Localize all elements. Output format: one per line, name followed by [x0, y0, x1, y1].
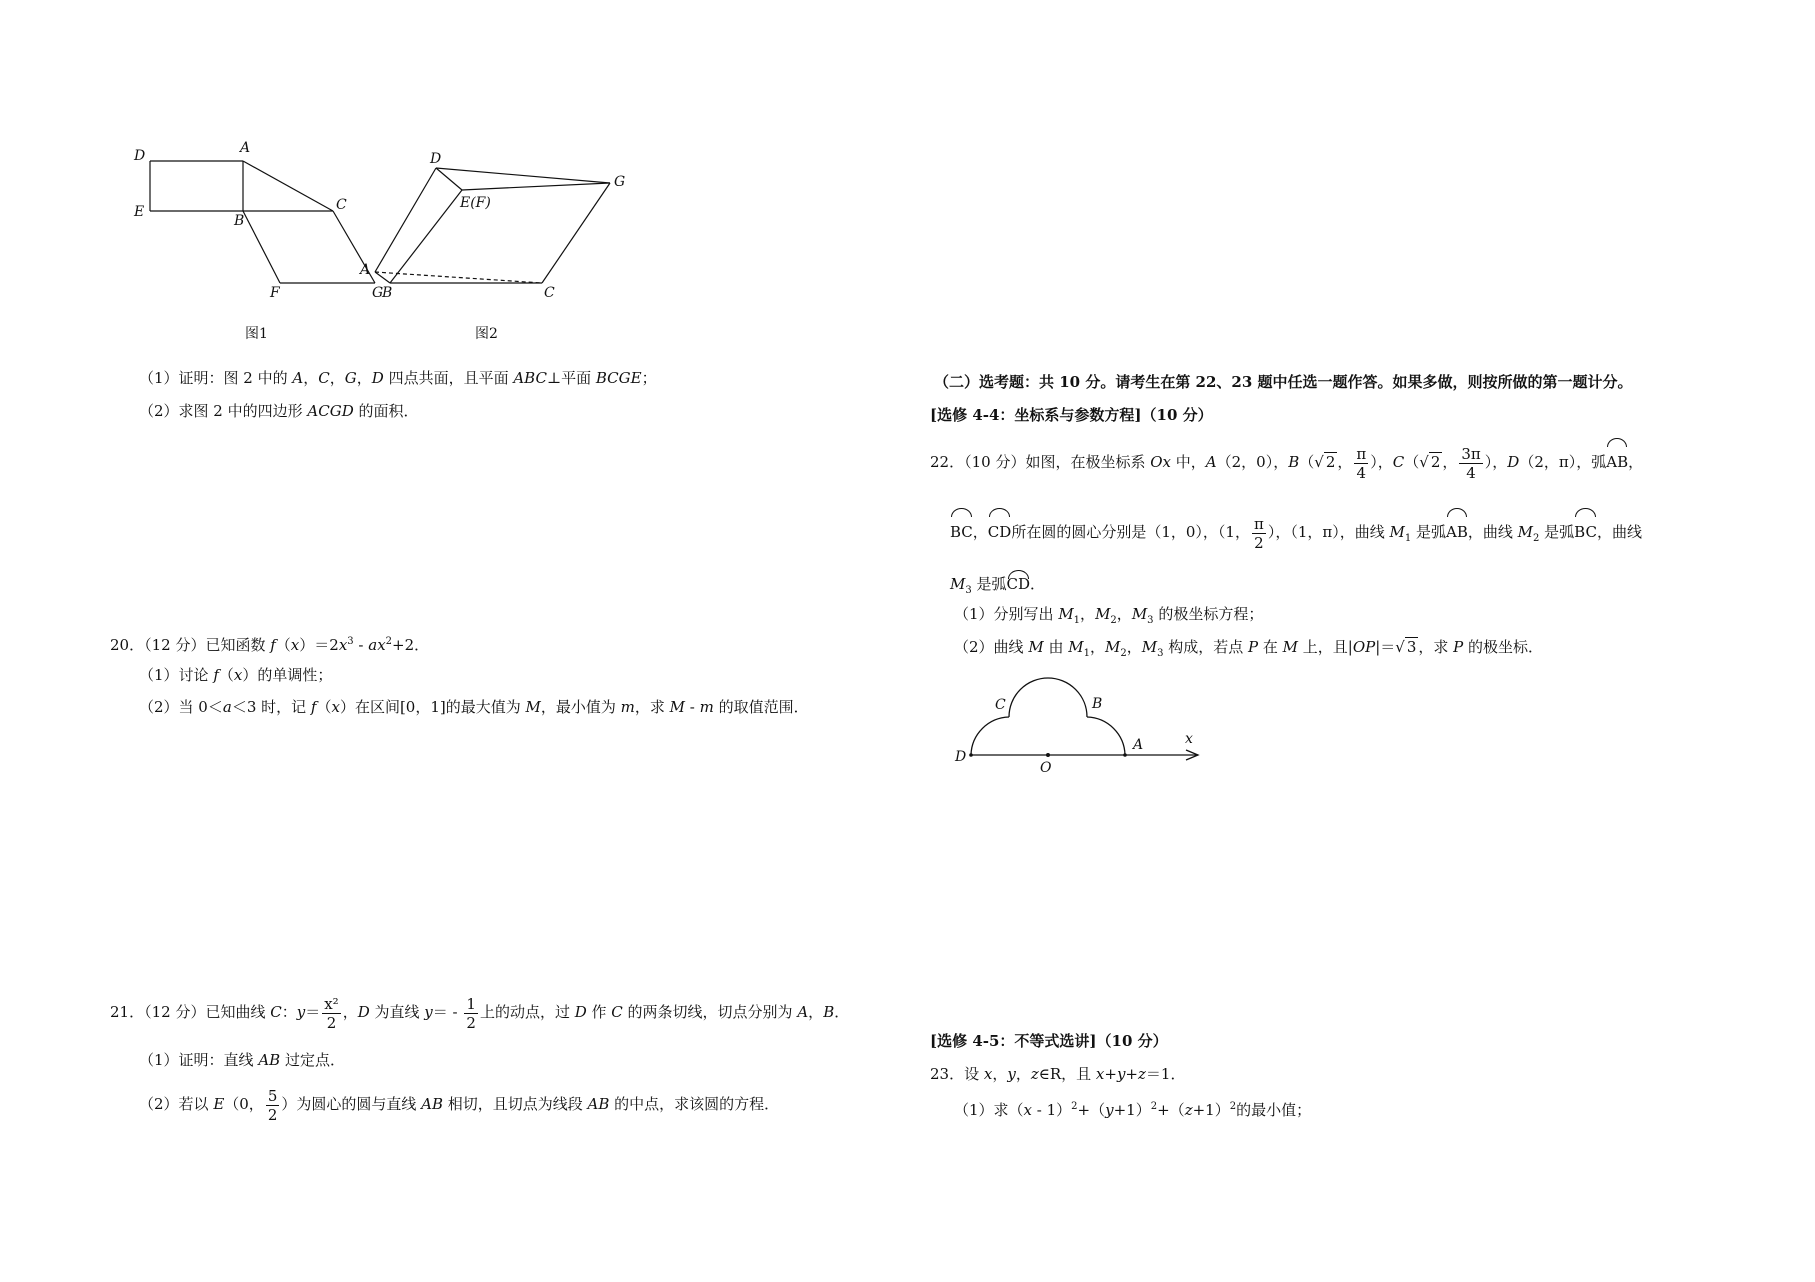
- fig1-label-G: G: [372, 285, 384, 301]
- fig1-label-D: D: [134, 148, 146, 164]
- q20-part2: （2）当 0＜a＜3 时，记 f（x）在区间[0，1]的最大值为 M，最小值为 m，求 M - m 的取值范围．: [139, 698, 809, 716]
- polar-label-A: A: [1133, 737, 1144, 753]
- fig1-label-B: B: [234, 213, 245, 229]
- q20-part1: （1）讨论 f（x）的单调性；: [139, 666, 333, 684]
- q21-part1: （1）证明：直线 AB 过定点．: [139, 1051, 345, 1069]
- fig2-label-B: B: [382, 285, 393, 301]
- fig2-caption: 图2: [475, 326, 498, 342]
- fig1-label-E: E: [134, 204, 145, 220]
- elective-4-4-heading: [选修 4-4：坐标系与参数方程]（10 分）: [930, 406, 1213, 424]
- figure-1: [150, 161, 375, 283]
- q21-fraction-1-over-2: $\frac{1}{2}$: [466, 994, 476, 1032]
- section-elective-heading: （二）选考题：共 10 分。请考生在第 22、23 题中任选一题作答。如果多做，则按所做的第一题计分。: [934, 373, 1633, 391]
- q22-stem-line3: $M_3$ 是弧CD．: [950, 570, 1045, 601]
- fig2-label-A: A: [360, 262, 371, 278]
- q22-part2: （2）曲线 M 由 $M_1$，$M_2$，$M_3$ 构成，若点 P 在 M 上，且|OP|＝√ 3 ，求 P 的极坐标．: [954, 638, 1544, 659]
- q22-fraction-3pi-over-4: $\frac{3\pi}{4}$: [1461, 444, 1481, 482]
- q22-part1: （1）分别写出 $M_1$，$M_2$，$M_3$ 的极坐标方程；: [954, 605, 1264, 626]
- elective-4-5-heading: [选修 4-5：不等式选讲]（10 分）: [930, 1032, 1168, 1050]
- figure-2: [375, 168, 610, 283]
- q22-stem-line2: BC，CD所在圆的圆心分别是（1，0），（1， $\frac{\pi}{2}$ ），（1，π），曲线 $M_1$ 是弧AB，曲线 $M_2$ 是弧BC，曲线: [950, 508, 1642, 559]
- q19-part1: （1）证明：图 2 中的 A，C，G，D 四点共面，且平面 ABC⊥平面 BCGE；: [139, 369, 657, 387]
- q22-fraction-pi-over-4: $\frac{\pi}{4}$: [1356, 444, 1367, 482]
- fig1-label-F: F: [270, 285, 280, 301]
- q23-stem: 23．设 x，y，z∈R，且 x+y+z＝1．: [930, 1065, 1186, 1083]
- q21-fraction-x2-over-2: $\frac{\text{x²}}{2}$: [324, 994, 339, 1032]
- fig1-label-C: C: [336, 197, 347, 213]
- q23-part1: （1）求$(x - 1)^2+(y+1)^2+(z+1)^2$的最小值；: [954, 1101, 1312, 1119]
- fig1-label-A: A: [240, 140, 251, 156]
- q19-part2: （2）求图 2 中的四边形 ACGD 的面积．: [139, 402, 419, 420]
- polar-label-B: B: [1092, 696, 1103, 712]
- geometry-figures: [120, 140, 650, 350]
- fig2-label-G: G: [614, 174, 626, 190]
- fig2-label-D: D: [430, 151, 442, 167]
- polar-curve-figure: [945, 665, 1215, 780]
- q21-stem: 21．（12 分）已知曲线 C：y＝ $\frac{\text{x²}}{2}$ ，D 为直线 y＝ - $\frac{1}{2}$ 上的动点，过 D 作 C 的两条切线，切点分别为 A，B．: [110, 994, 850, 1032]
- q21-fraction-5-over-2: $\frac{5}{2}$: [267, 1086, 278, 1124]
- polar-label-x: x: [1185, 731, 1193, 747]
- fig2-label-EF: E(F): [460, 195, 491, 211]
- polar-label-D: D: [955, 749, 967, 765]
- fig2-label-C: C: [544, 285, 555, 301]
- q22-stem-line1: 22．（10 分）如图，在极坐标系 Ox 中，A（2，0），B（√ 2 ， $\frac{\pi}{4}$ ），C（√ 2 ， $\frac{3\pi}{4}$ ），D（2，π），弧AB，: [930, 438, 1643, 482]
- q21-part2: （2）若以 E（0， $\frac{5}{2}$ ）为圆心的圆与直线 AB 相切，且切点为线段 AB 的中点，求该圆的方程．: [139, 1086, 780, 1124]
- polar-label-C: C: [995, 697, 1006, 713]
- q22-fraction-pi-over-2: $\frac{\pi}{2}$: [1253, 514, 1264, 552]
- fig1-caption: 图1: [245, 326, 268, 342]
- q20-stem: 20．（12 分）已知函数 $f(x)=2x^3 - ax^2+2$．: [110, 636, 430, 654]
- polar-label-O: O: [1040, 760, 1052, 776]
